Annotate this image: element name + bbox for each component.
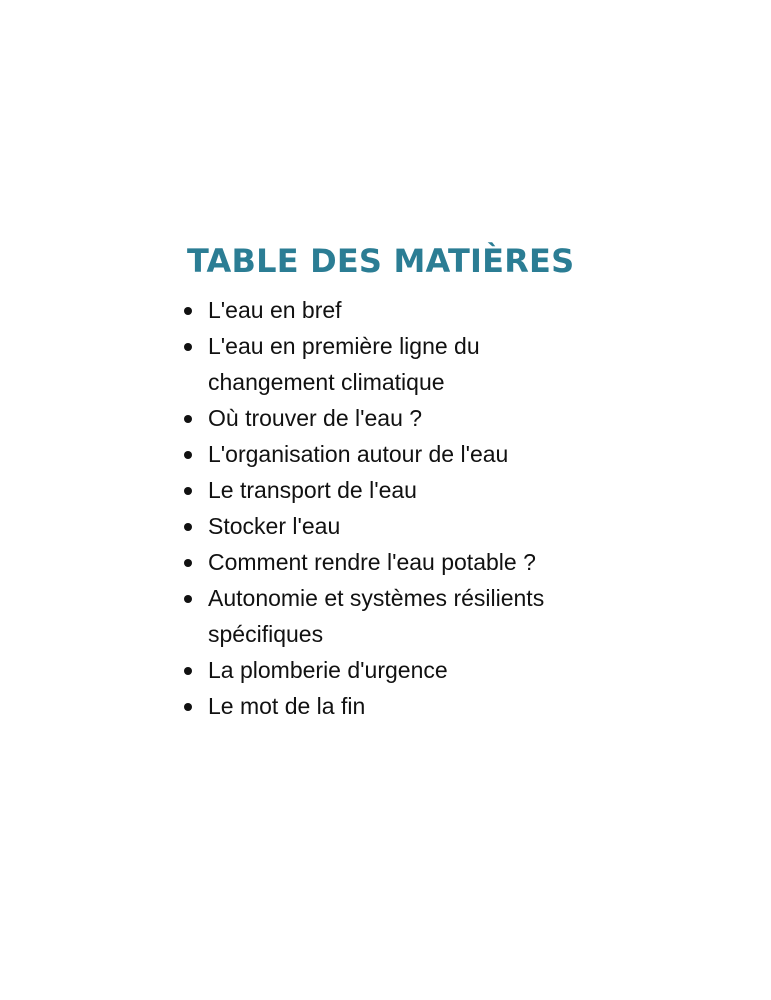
toc-item-label: Le mot de la fin [208, 693, 366, 719]
toc-item [180, 688, 610, 724]
bullet-icon [184, 307, 192, 315]
bullet-icon [184, 487, 192, 495]
toc-item-label: Comment rendre l'eau potable ? [208, 549, 536, 575]
bullet-icon [184, 559, 192, 567]
toc-item [180, 508, 610, 544]
toc-item-label: Autonomie et systèmes résilients spécifiques [208, 585, 545, 647]
toc-item-label: La plomberie d'urgence [208, 657, 448, 683]
bullet-icon [184, 595, 192, 603]
toc-item-label: L'organisation autour de l'eau [208, 441, 509, 467]
toc-item-label: Où trouver de l'eau ? [208, 405, 423, 431]
toc-item [180, 544, 610, 580]
toc-item [180, 436, 610, 472]
toc-item [180, 292, 610, 328]
toc-item [180, 580, 610, 652]
bullet-icon [184, 451, 192, 459]
toc-list [180, 292, 610, 724]
toc-item-label: Le transport de l'eau [208, 477, 417, 503]
toc-item [180, 652, 610, 688]
toc-item-label: L'eau en première ligne du changement climatique [208, 333, 480, 395]
bullet-icon [184, 415, 192, 423]
bullet-icon [184, 343, 192, 351]
toc-item [180, 328, 610, 400]
toc-item [180, 472, 610, 508]
bullet-icon [184, 703, 192, 711]
toc-item-label: L'eau en bref [208, 297, 342, 323]
bullet-icon [184, 667, 192, 675]
toc-item [180, 400, 610, 436]
bullet-icon [184, 523, 192, 531]
toc-item-label: Stocker l'eau [208, 513, 341, 539]
toc-title: TABLE DES MATIÈRES [187, 242, 575, 280]
